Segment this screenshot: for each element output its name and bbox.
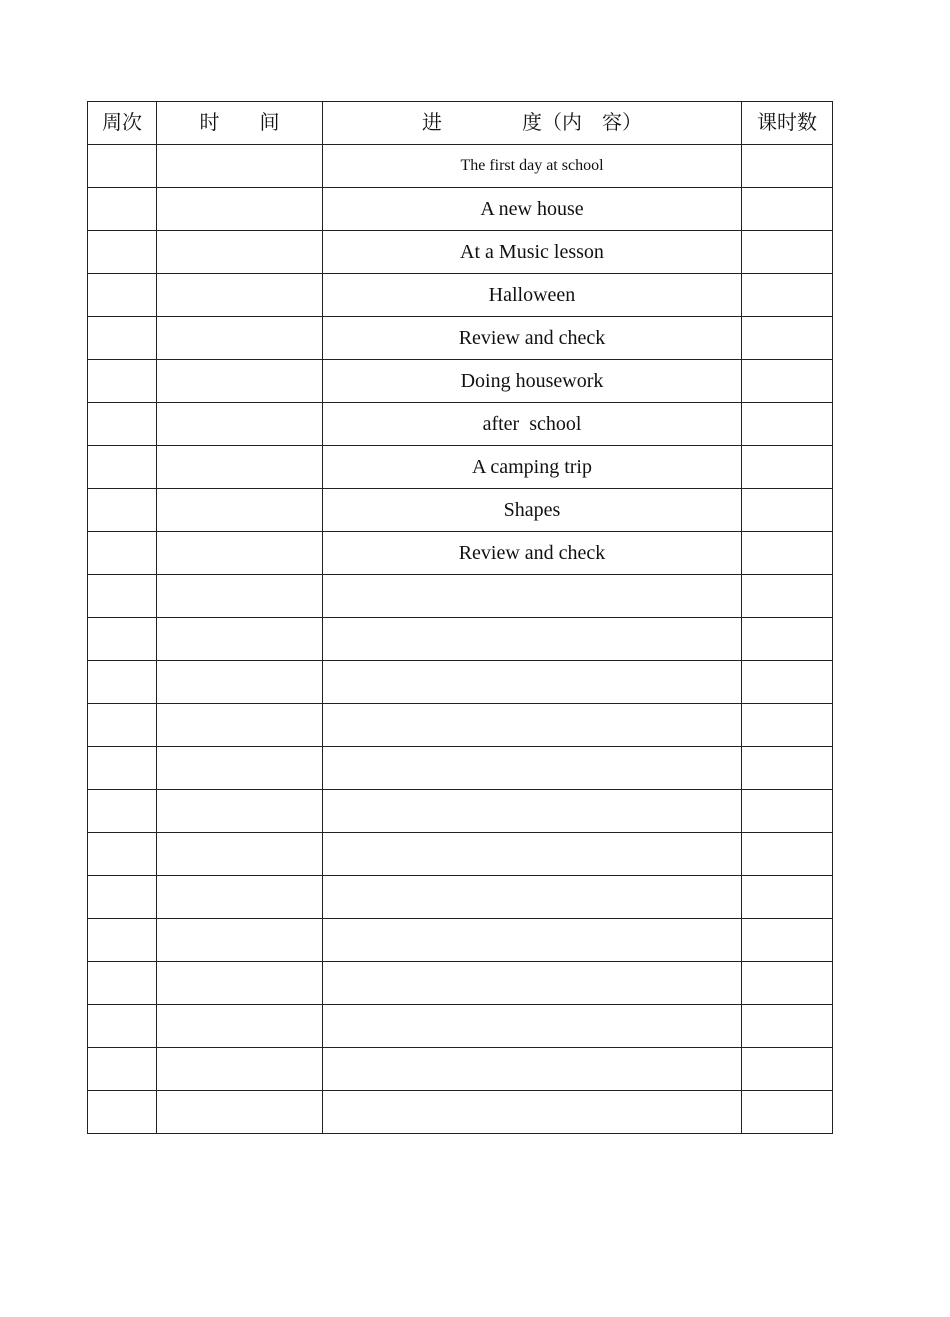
table-row	[88, 1048, 833, 1091]
cell-week	[88, 575, 157, 618]
cell-progress	[323, 962, 742, 1005]
cell-time	[157, 532, 323, 575]
cell-week	[88, 747, 157, 790]
cell-hours	[742, 489, 833, 532]
cell-hours	[742, 231, 833, 274]
cell-time	[157, 661, 323, 704]
cell-week	[88, 403, 157, 446]
cell-hours	[742, 575, 833, 618]
cell-hours	[742, 360, 833, 403]
cell-week	[88, 704, 157, 747]
cell-hours	[742, 747, 833, 790]
cell-time	[157, 145, 323, 188]
cell-hours	[742, 274, 833, 317]
cell-progress: Review and check	[323, 317, 742, 360]
table-row	[88, 1091, 833, 1134]
cell-progress: A camping trip	[323, 446, 742, 489]
header-hours: 课时数	[742, 102, 833, 145]
header-progress: 进 度（内 容）	[323, 102, 742, 145]
table-row	[88, 188, 833, 231]
header-week: 周次	[88, 102, 157, 145]
table-row	[88, 446, 833, 489]
cell-time	[157, 274, 323, 317]
table-row	[88, 274, 833, 317]
cell-time	[157, 1005, 323, 1048]
cell-progress: The first day at school	[323, 145, 742, 188]
header-time: 时 间	[157, 102, 323, 145]
cell-hours	[742, 962, 833, 1005]
cell-hours	[742, 661, 833, 704]
cell-time	[157, 231, 323, 274]
table-row	[88, 360, 833, 403]
cell-hours	[742, 704, 833, 747]
cell-week	[88, 833, 157, 876]
cell-week	[88, 919, 157, 962]
table-row	[88, 145, 833, 188]
cell-week	[88, 618, 157, 661]
table-row	[88, 790, 833, 833]
cell-hours	[742, 317, 833, 360]
table-row	[88, 704, 833, 747]
table-row	[88, 489, 833, 532]
cell-week	[88, 962, 157, 1005]
cell-week	[88, 360, 157, 403]
cell-time	[157, 1048, 323, 1091]
cell-progress: Shapes	[323, 489, 742, 532]
table-row	[88, 575, 833, 618]
table-row	[88, 618, 833, 661]
cell-hours	[742, 876, 833, 919]
cell-time	[157, 403, 323, 446]
cell-week	[88, 188, 157, 231]
cell-progress	[323, 790, 742, 833]
table-row	[88, 661, 833, 704]
cell-hours	[742, 1091, 833, 1134]
cell-week	[88, 1005, 157, 1048]
cell-time	[157, 618, 323, 661]
cell-time	[157, 360, 323, 403]
cell-progress: At a Music lesson	[323, 231, 742, 274]
cell-week	[88, 446, 157, 489]
table-row	[88, 532, 833, 575]
cell-time	[157, 833, 323, 876]
table-row	[88, 833, 833, 876]
table-row	[88, 231, 833, 274]
cell-week	[88, 1048, 157, 1091]
cell-progress: A new house	[323, 188, 742, 231]
cell-week	[88, 532, 157, 575]
cell-time	[157, 919, 323, 962]
cell-hours	[742, 446, 833, 489]
cell-week	[88, 274, 157, 317]
cell-progress	[323, 661, 742, 704]
cell-time	[157, 446, 323, 489]
cell-time	[157, 790, 323, 833]
cell-time	[157, 188, 323, 231]
cell-week	[88, 1091, 157, 1134]
cell-hours	[742, 1048, 833, 1091]
cell-time	[157, 704, 323, 747]
table-row	[88, 317, 833, 360]
cell-hours	[742, 403, 833, 446]
cell-time	[157, 1091, 323, 1134]
table-row	[88, 876, 833, 919]
schedule-table	[87, 101, 833, 1134]
cell-week	[88, 231, 157, 274]
cell-progress	[323, 747, 742, 790]
cell-progress	[323, 876, 742, 919]
cell-hours	[742, 833, 833, 876]
table-row	[88, 919, 833, 962]
cell-hours	[742, 1005, 833, 1048]
cell-time	[157, 962, 323, 1005]
cell-time	[157, 575, 323, 618]
cell-week	[88, 489, 157, 532]
cell-progress	[323, 618, 742, 661]
table-body	[88, 145, 833, 1134]
cell-hours	[742, 618, 833, 661]
cell-week	[88, 876, 157, 919]
cell-time	[157, 489, 323, 532]
cell-week	[88, 317, 157, 360]
cell-week	[88, 661, 157, 704]
cell-time	[157, 876, 323, 919]
table-row	[88, 962, 833, 1005]
cell-week	[88, 790, 157, 833]
cell-progress	[323, 704, 742, 747]
cell-progress	[323, 1091, 742, 1134]
table-row	[88, 403, 833, 446]
table-header-row	[88, 102, 833, 145]
cell-time	[157, 317, 323, 360]
cell-progress	[323, 919, 742, 962]
cell-time	[157, 747, 323, 790]
cell-progress	[323, 1048, 742, 1091]
table-row	[88, 747, 833, 790]
cell-hours	[742, 188, 833, 231]
cell-progress	[323, 575, 742, 618]
cell-progress	[323, 833, 742, 876]
cell-progress: Doing housework	[323, 360, 742, 403]
cell-progress	[323, 1005, 742, 1048]
cell-hours	[742, 919, 833, 962]
table-row	[88, 1005, 833, 1048]
cell-hours	[742, 532, 833, 575]
cell-progress: Halloween	[323, 274, 742, 317]
cell-progress: after school	[323, 403, 742, 446]
cell-week	[88, 145, 157, 188]
cell-progress: Review and check	[323, 532, 742, 575]
cell-hours	[742, 145, 833, 188]
cell-hours	[742, 790, 833, 833]
